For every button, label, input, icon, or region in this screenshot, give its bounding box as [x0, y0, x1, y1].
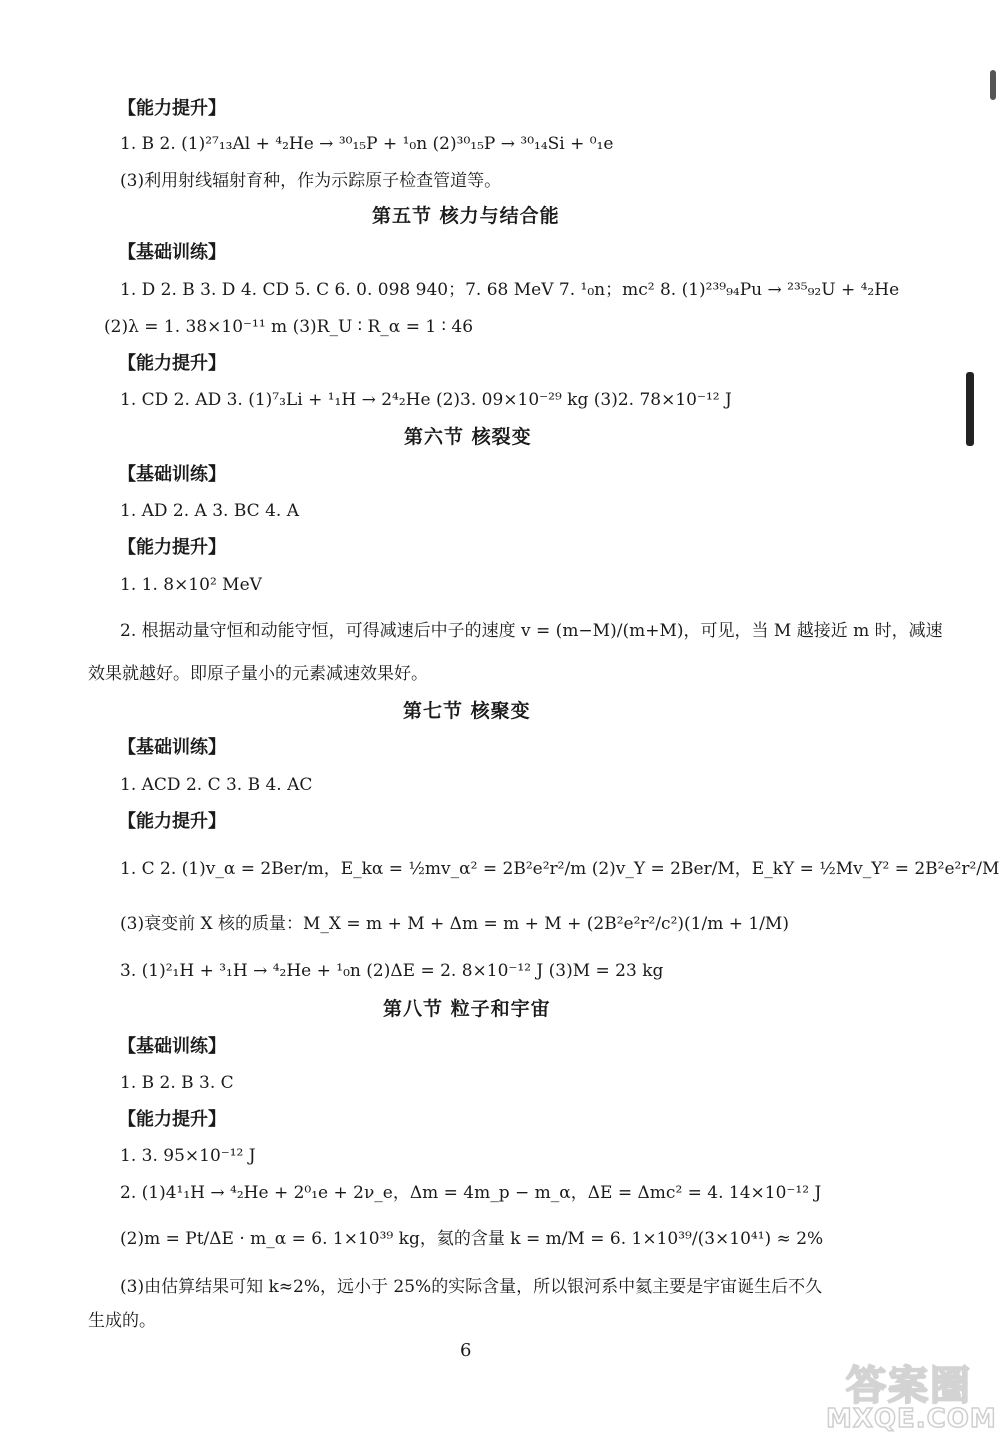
- page-number: 6: [460, 1340, 472, 1361]
- answer-line: 2. 根据动量守恒和动能守恒，可得减速后中子的速度 v = (m−M)/(m+M)，可见，当 M 越接近 m 时，减速: [120, 621, 943, 641]
- answer-line: 1. D 2. B 3. D 4. CD 5. C 6. 0. 098 940；7. 68 MeV 7. ¹₀n；mc² 8. (1)²³⁹₉₄Pu → ²³⁵₉₂U + ⁴₂He: [120, 280, 900, 300]
- answer-line: 1. 1. 8×10² MeV: [120, 575, 262, 595]
- chapter-title: 第五节 核力与结合能: [372, 205, 560, 227]
- watermark-url: MXQE.COM: [826, 1404, 997, 1434]
- answer-line: 1. ACD 2. C 3. B 4. AC: [120, 775, 313, 795]
- section-heading: 【能力提升】: [118, 811, 226, 832]
- answer-line: 1. C 2. (1)v_α = 2Ber/m，E_kα = ½mv_α² = 2B²e²r²/m (2)v_Y = 2Ber/M，E_kY = ½Mv_Y² = 2B²e²r²/M: [120, 859, 1000, 879]
- watermark: [826, 1354, 998, 1434]
- answer-line: 1. B 2. B 3. C: [120, 1073, 234, 1093]
- answer-line: 效果就越好。即原子量小的元素减速效果好。: [88, 664, 428, 684]
- scan-edge-mark: [990, 70, 996, 100]
- answer-line: 1. B 2. (1)²⁷₁₃Al + ⁴₂He → ³⁰₁₅P + ¹₀n (2)³⁰₁₅P → ³⁰₁₄Si + ⁰₁e: [120, 134, 614, 154]
- answer-line: 生成的。: [88, 1311, 156, 1331]
- answer-line: (2)λ = 1. 38×10⁻¹¹ m (3)R_U ∶ R_α = 1 ∶ 46: [104, 317, 474, 337]
- answer-line: 1. 3. 95×10⁻¹² J: [120, 1146, 256, 1166]
- answer-line: 1. AD 2. A 3. BC 4. A: [120, 501, 299, 521]
- answer-line: 2. (1)4¹₁H → ⁴₂He + 2⁰₁e + 2ν_e，Δm = 4m_p − m_α，ΔE = Δmc² = 4. 14×10⁻¹² J: [120, 1183, 822, 1203]
- section-heading: 【基础训练】: [118, 737, 226, 758]
- watermark-logo: 答案圈: [846, 1363, 972, 1409]
- section-heading: 【能力提升】: [118, 98, 226, 119]
- answer-line: 1. CD 2. AD 3. (1)⁷₃Li + ¹₁H → 2⁴₂He (2)3. 09×10⁻²⁹ kg (3)2. 78×10⁻¹² J: [120, 390, 732, 410]
- section-heading: 【能力提升】: [118, 537, 226, 558]
- section-heading: 【基础训练】: [118, 464, 226, 485]
- chapter-title: 第七节 核聚变: [403, 700, 531, 722]
- scan-edge-mark: [966, 372, 974, 446]
- answer-line: (3)衰变前 X 核的质量：M_X = m + M + Δm = m + M + (2B²e²r²/c²)(1/m + 1/M): [120, 914, 789, 934]
- answer-line: 3. (1)²₁H + ³₁H → ⁴₂He + ¹₀n (2)ΔE = 2. 8×10⁻¹² J (3)M = 23 kg: [120, 961, 664, 981]
- chapter-title: 第六节 核裂变: [404, 426, 532, 448]
- chapter-title: 第八节 粒子和宇宙: [383, 998, 551, 1020]
- section-heading: 【能力提升】: [118, 1109, 226, 1130]
- answer-line: (3)利用射线辐射育种，作为示踪原子检查管道等。: [120, 171, 502, 191]
- section-heading: 【基础训练】: [118, 1036, 226, 1057]
- answer-line: (2)m = Pt/ΔE · m_α = 6. 1×10³⁹ kg，氦的含量 k = m/M = 6. 1×10³⁹/(3×10⁴¹) ≈ 2%: [120, 1229, 824, 1249]
- answer-line: (3)由估算结果可知 k≈2%，远小于 25%的实际含量，所以银河系中氦主要是宇宙诞生后不久: [120, 1277, 823, 1297]
- section-heading: 【基础训练】: [118, 242, 226, 263]
- section-heading: 【能力提升】: [118, 353, 226, 374]
